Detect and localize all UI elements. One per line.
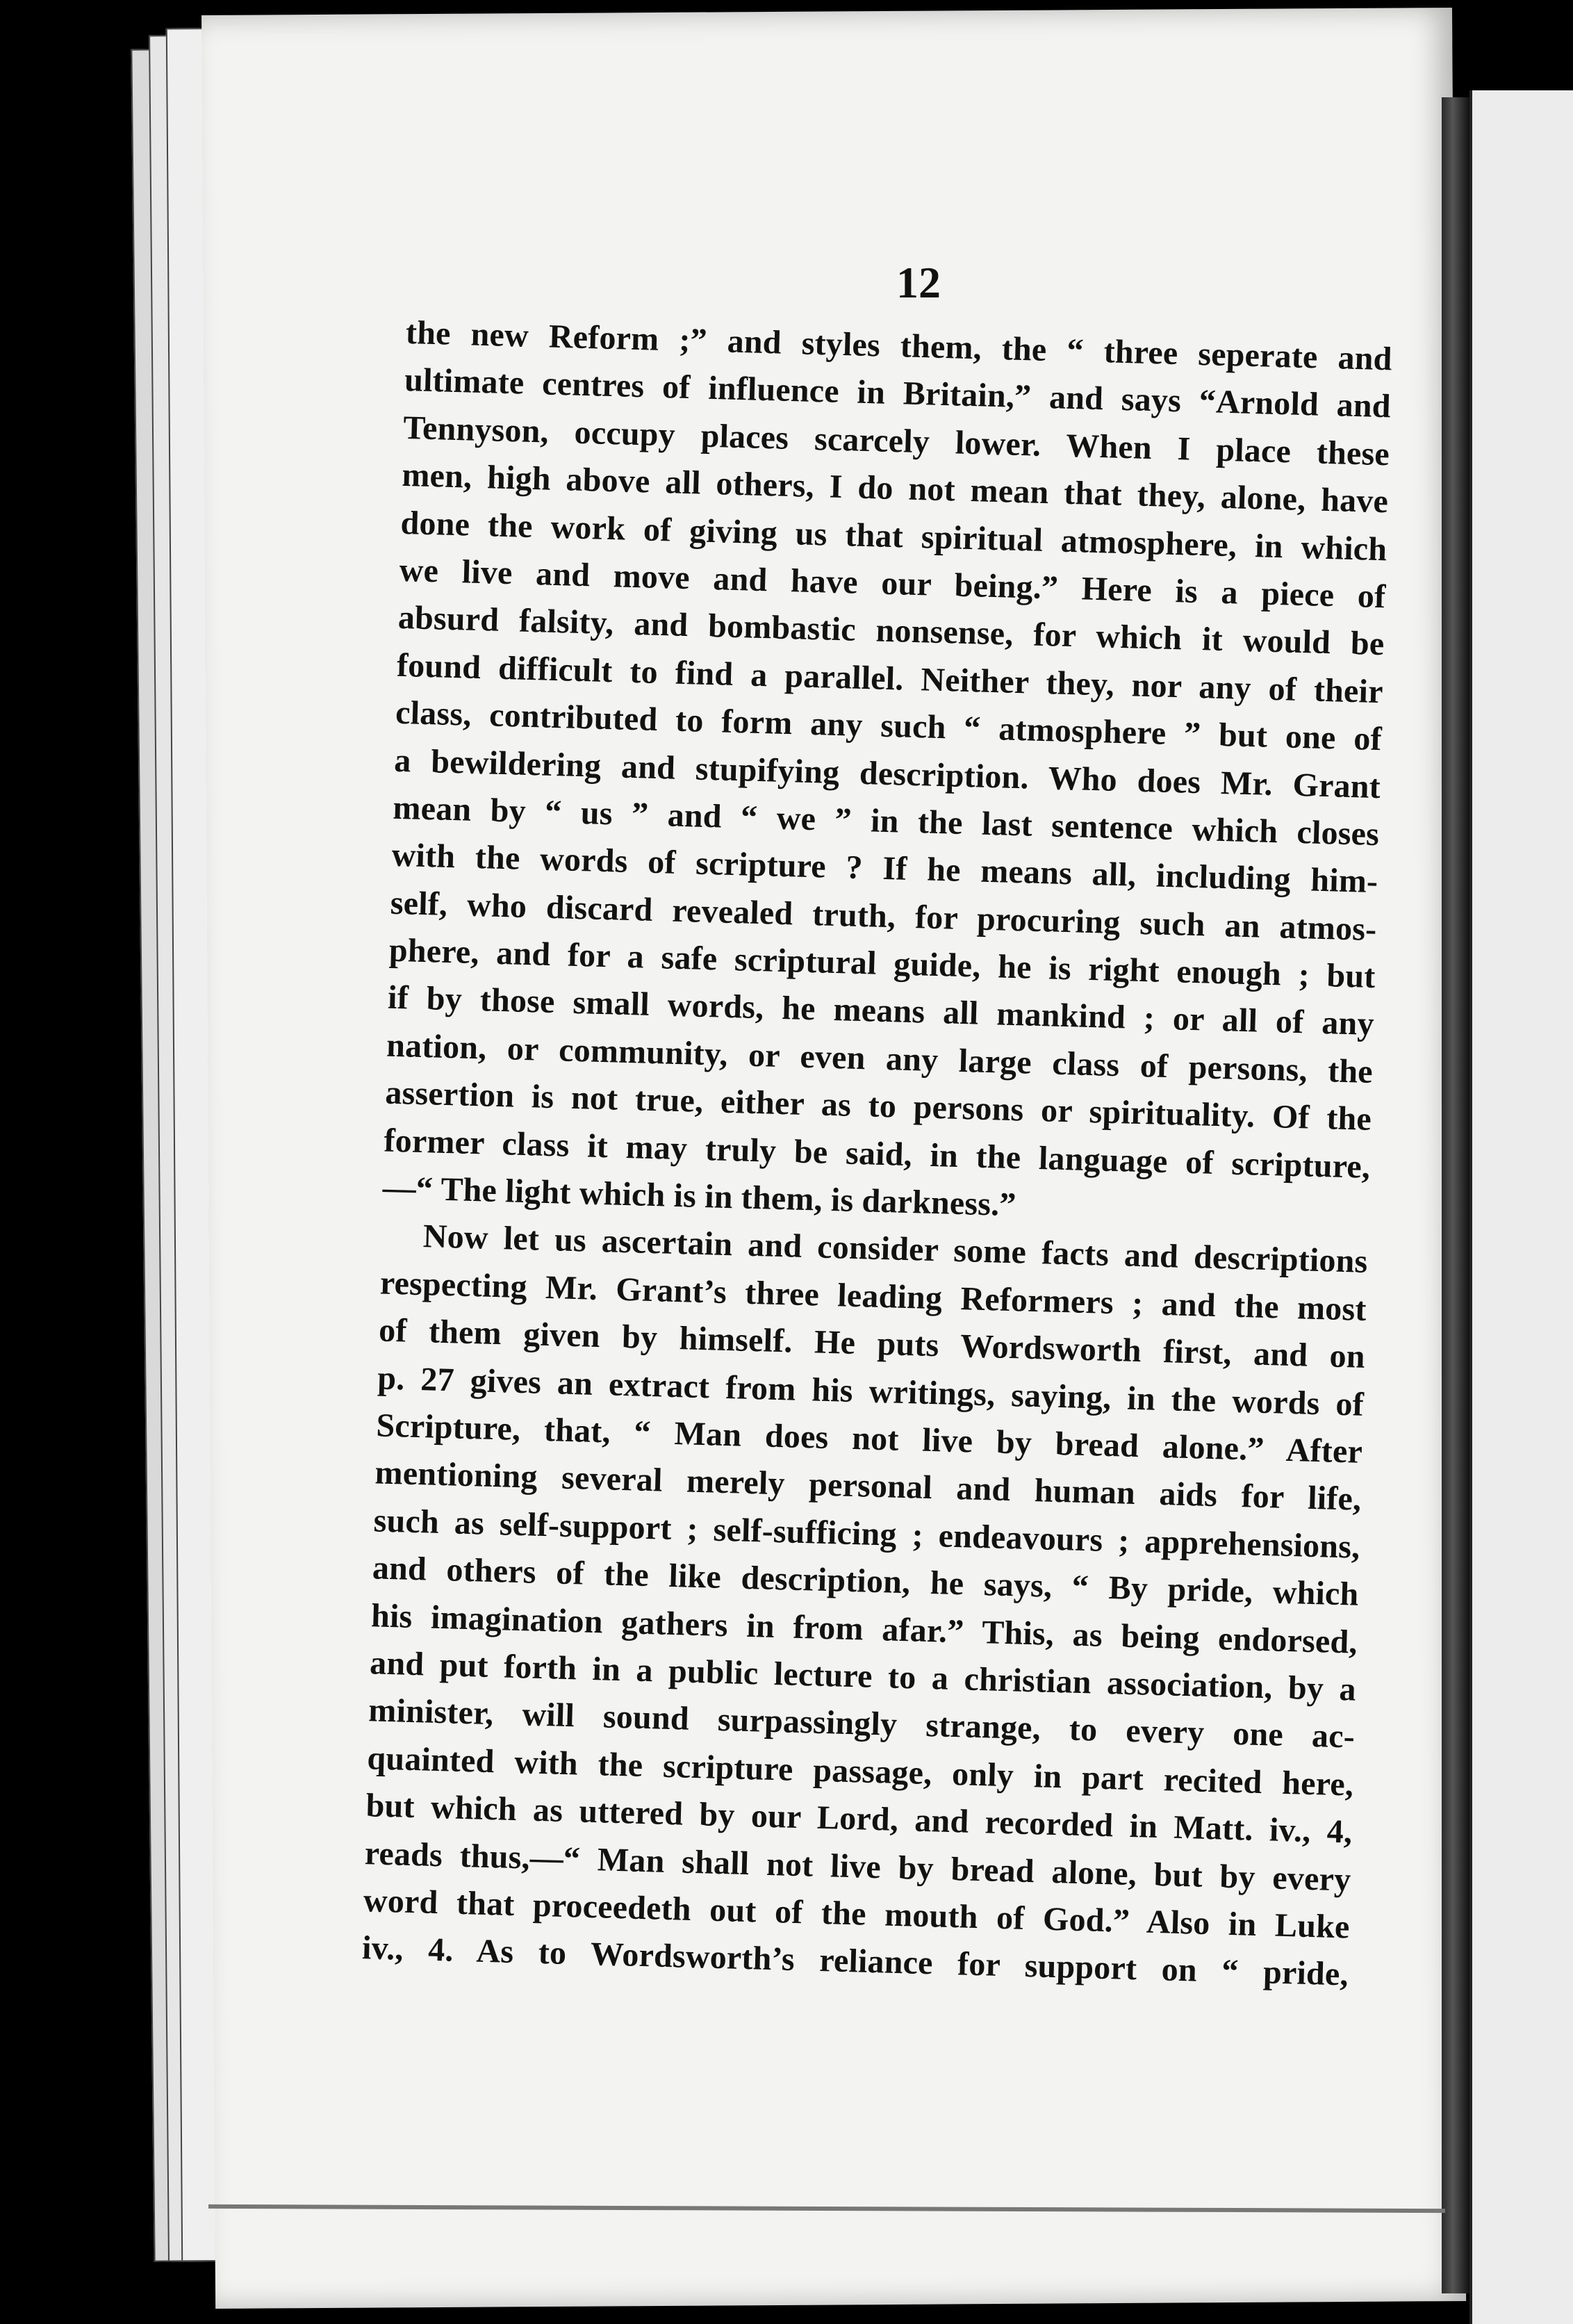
text-line: —“ The light which is in them, is darkness.” <box>382 1169 1017 1224</box>
text-line: if by those small words, he means all mankind ; or all of any <box>387 979 1375 1043</box>
text-line: Scripture, that, “ Man does not live by bread alone.” After <box>375 1407 1363 1471</box>
text-line: a bewildering and stupifying description. Who does Mr. Grant <box>393 742 1381 805</box>
text-line: absurd falsity, and bombastic nonsense, for which it would be <box>397 599 1385 663</box>
text-line: and put forth in a public lecture to a christian association, by a <box>369 1644 1357 1708</box>
text-line: nation, or community, or even any large class of persons, the <box>386 1026 1374 1090</box>
text-line: Tennyson, occupy places scarcely lower. When I place these <box>402 409 1390 473</box>
text-line: respecting Mr. Grant’s three leading Reformers ; and the most <box>379 1264 1367 1328</box>
text-line: Now let us ascertain and consider some facts and descriptions <box>422 1218 1369 1281</box>
text-line: the new Reform ;” and styles them, the “ three seperate and <box>405 313 1393 378</box>
text-line: men, high above all others, I do not mean that they, alone, have <box>401 457 1389 521</box>
text-line: phere, and for a safe scriptural guide, he is right enough ; but <box>388 931 1376 996</box>
text-line: with the words of scripture ? If he means all, including him- <box>391 837 1378 901</box>
text-line: and others of the like description, he says, “ By pride, which <box>372 1549 1360 1613</box>
text-line: mean by “ us ” and “ we ” in the last sentence which closes <box>392 789 1380 853</box>
text-line: former class it may truly be said, in the language of scripture, <box>383 1122 1371 1186</box>
text-line: ultimate centres of influence in Britain,” and says “Arnold and <box>404 361 1392 425</box>
text-line: quainted with the scripture passage, only in part recited here, <box>366 1739 1354 1803</box>
text-line: minister, will sound surpassingly strange, to every one ac- <box>368 1692 1356 1756</box>
body-text <box>361 309 1392 1999</box>
text-line: done the work of giving us that spiritual atmosphere, in which <box>400 504 1387 568</box>
text-line: mentioning several merely personal and human aids for life, <box>374 1454 1362 1519</box>
facing-page-edge <box>1469 90 1573 2324</box>
text-line: self, who discard revealed truth, for procuring such an atmos- <box>390 884 1378 948</box>
text-line: of them given by himself. He puts Wordsworth first, and on <box>378 1311 1366 1376</box>
text-line: assertion is not true, either as to persons or spirituality. Of the <box>384 1074 1372 1138</box>
text-line: p. 27 gives an extract from his writings, saying, in the words of <box>377 1359 1365 1423</box>
page-number: 12 <box>896 258 941 307</box>
text-line: iv., 4. As to Wordsworth’s reliance for support on “ pride, <box>361 1929 1349 1993</box>
text-line: found difficult to find a parallel. Neither they, nor any of their <box>396 646 1384 710</box>
text-line: reads thus,—“ Man shall not live by bread alone, but by every <box>364 1834 1352 1899</box>
book-gutter <box>1442 97 1469 2293</box>
text-line: we live and move and have our being.” Here is a piece of <box>399 551 1387 616</box>
text-line: his imagination gathers in from afar.” This, as being endorsed, <box>370 1596 1358 1661</box>
text-line: such as self-support ; self-sufficing ; endeavours ; apprehensions, <box>373 1502 1361 1566</box>
text-line: but which as uttered by our Lord, and recorded in Matt. iv., 4, <box>365 1787 1353 1851</box>
text-line: word that proceedeth out of the mouth of God.” Also in Luke <box>363 1882 1351 1946</box>
text-line: class, contributed to form any such “ atmosphere ” but one of <box>395 694 1383 758</box>
